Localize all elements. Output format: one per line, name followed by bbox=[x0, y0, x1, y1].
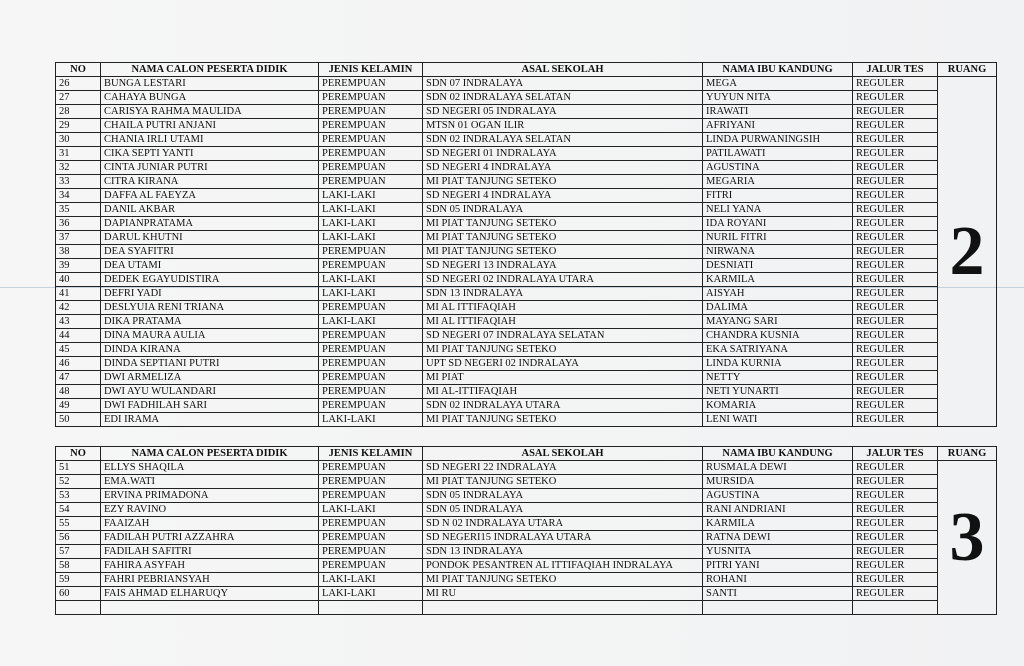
origin-school-cell: SD NEGERI 22 INDRALAYA bbox=[423, 461, 703, 475]
no-cell: 27 bbox=[56, 91, 101, 105]
column-header: JALUR TES bbox=[853, 447, 938, 461]
no-cell: 39 bbox=[56, 259, 101, 273]
student-name-cell: CAHAYA BUNGA bbox=[101, 91, 319, 105]
test-track-cell: REGULER bbox=[853, 489, 938, 503]
test-track-cell: REGULER bbox=[853, 545, 938, 559]
header-row bbox=[56, 63, 997, 77]
mother-name-cell: MAYANG SARI bbox=[703, 315, 853, 329]
origin-school-cell: SD NEGERI15 INDRALAYA UTARA bbox=[423, 531, 703, 545]
no-cell: 40 bbox=[56, 273, 101, 287]
table-row bbox=[56, 301, 997, 315]
roster-table-room-3 bbox=[55, 446, 997, 615]
origin-school-cell: MI PIAT TANJUNG SETEKO bbox=[423, 231, 703, 245]
gender-cell: PEREMPUAN bbox=[319, 517, 423, 531]
student-name-cell: CINTA JUNIAR PUTRI bbox=[101, 161, 319, 175]
student-name-cell: DEDEK EGAYUDISTIRA bbox=[101, 273, 319, 287]
no-cell: 47 bbox=[56, 371, 101, 385]
gender-cell: PEREMPUAN bbox=[319, 371, 423, 385]
gender-cell: PEREMPUAN bbox=[319, 531, 423, 545]
column-header: NO bbox=[56, 447, 101, 461]
test-track-cell: REGULER bbox=[853, 273, 938, 287]
test-track-cell: REGULER bbox=[853, 245, 938, 259]
test-track-cell: REGULER bbox=[853, 175, 938, 189]
gender-cell: PEREMPUAN bbox=[319, 399, 423, 413]
table-row bbox=[56, 315, 997, 329]
header-row bbox=[56, 447, 997, 461]
student-name-cell: FAHIRA ASYFAH bbox=[101, 559, 319, 573]
gender-cell: LAKI-LAKI bbox=[319, 203, 423, 217]
no-cell: 55 bbox=[56, 517, 101, 531]
student-name-cell: FAHRI PEBRIANSYAH bbox=[101, 573, 319, 587]
table-row bbox=[56, 531, 997, 545]
origin-school-cell: SD NEGERI 4 INDRALAYA bbox=[423, 161, 703, 175]
student-name-cell: FADILAH SAFITRI bbox=[101, 545, 319, 559]
gender-cell: PEREMPUAN bbox=[319, 133, 423, 147]
mother-name-cell: IDA ROYANI bbox=[703, 217, 853, 231]
mother-name-cell: YUSNITA bbox=[703, 545, 853, 559]
gender-cell: LAKI-LAKI bbox=[319, 189, 423, 203]
student-name-cell: ELLYS SHAQILA bbox=[101, 461, 319, 475]
no-cell: 43 bbox=[56, 315, 101, 329]
origin-school-cell: MI AL-ITTIFAQIAH bbox=[423, 385, 703, 399]
student-name-cell: CIKA SEPTI YANTI bbox=[101, 147, 319, 161]
test-track-cell: REGULER bbox=[853, 371, 938, 385]
table-row bbox=[56, 203, 997, 217]
no-cell: 58 bbox=[56, 559, 101, 573]
table-row bbox=[56, 343, 997, 357]
table-header bbox=[56, 447, 997, 461]
gender-cell: LAKI-LAKI bbox=[319, 273, 423, 287]
test-track-cell: REGULER bbox=[853, 217, 938, 231]
origin-school-cell: PONDOK PESANTREN AL ITTIFAQIAH INDRALAYA bbox=[423, 559, 703, 573]
table-row bbox=[56, 399, 997, 413]
table-row bbox=[56, 559, 997, 573]
test-track-cell: REGULER bbox=[853, 231, 938, 245]
column-header: NAMA IBU KANDUNG bbox=[703, 63, 853, 77]
table-row bbox=[56, 545, 997, 559]
test-track-cell: REGULER bbox=[853, 259, 938, 273]
mother-name-cell: CHANDRA KUSNIA bbox=[703, 329, 853, 343]
gender-cell: LAKI-LAKI bbox=[319, 315, 423, 329]
no-cell: 53 bbox=[56, 489, 101, 503]
mother-name-cell: NURIL FITRI bbox=[703, 231, 853, 245]
no-cell: 59 bbox=[56, 573, 101, 587]
table-body bbox=[56, 77, 997, 427]
no-cell: 44 bbox=[56, 329, 101, 343]
table-row bbox=[56, 105, 997, 119]
mother-name-cell: PATILAWATI bbox=[703, 147, 853, 161]
no-cell: 28 bbox=[56, 105, 101, 119]
student-name-cell: DWI AYU WULANDARI bbox=[101, 385, 319, 399]
test-track-cell: REGULER bbox=[853, 413, 938, 427]
test-track-cell: REGULER bbox=[853, 343, 938, 357]
table-row bbox=[56, 245, 997, 259]
origin-school-cell: SDN 02 INDRALAYA SELATAN bbox=[423, 133, 703, 147]
column-header: JENIS KELAMIN bbox=[319, 63, 423, 77]
table-row bbox=[56, 385, 997, 399]
student-name-cell: DIKA PRATAMA bbox=[101, 315, 319, 329]
empty-cell bbox=[423, 601, 703, 615]
test-track-cell: REGULER bbox=[853, 385, 938, 399]
origin-school-cell: SD NEGERI 13 INDRALAYA bbox=[423, 259, 703, 273]
test-track-cell: REGULER bbox=[853, 587, 938, 601]
student-name-cell: DESLYUIA RENI TRIANA bbox=[101, 301, 319, 315]
test-track-cell: REGULER bbox=[853, 287, 938, 301]
table-row bbox=[56, 287, 997, 301]
roster-table-room-2 bbox=[55, 62, 997, 427]
test-track-cell: REGULER bbox=[853, 329, 938, 343]
mother-name-cell: LENI WATI bbox=[703, 413, 853, 427]
mother-name-cell: PITRI YANI bbox=[703, 559, 853, 573]
origin-school-cell: SD NEGERI 01 INDRALAYA bbox=[423, 147, 703, 161]
student-name-cell: DINDA SEPTIANI PUTRI bbox=[101, 357, 319, 371]
gender-cell: PEREMPUAN bbox=[319, 461, 423, 475]
mother-name-cell: MURSIDA bbox=[703, 475, 853, 489]
gender-cell: PEREMPUAN bbox=[319, 545, 423, 559]
table-row bbox=[56, 413, 997, 427]
table-row bbox=[56, 573, 997, 587]
table-row bbox=[56, 217, 997, 231]
mother-name-cell: AISYAH bbox=[703, 287, 853, 301]
no-cell: 48 bbox=[56, 385, 101, 399]
no-cell: 60 bbox=[56, 587, 101, 601]
gender-cell: LAKI-LAKI bbox=[319, 231, 423, 245]
empty-cell bbox=[853, 601, 938, 615]
mother-name-cell: RANI ANDRIANI bbox=[703, 503, 853, 517]
test-track-cell: REGULER bbox=[853, 573, 938, 587]
student-name-cell: CHAILA PUTRI ANJANI bbox=[101, 119, 319, 133]
empty-cell bbox=[703, 601, 853, 615]
empty-row bbox=[56, 601, 997, 615]
column-header: NO bbox=[56, 63, 101, 77]
mother-name-cell: RUSMALA DEWI bbox=[703, 461, 853, 475]
test-track-cell: REGULER bbox=[853, 133, 938, 147]
gender-cell: PEREMPUAN bbox=[319, 259, 423, 273]
no-cell: 30 bbox=[56, 133, 101, 147]
origin-school-cell: SD NEGERI 4 INDRALAYA bbox=[423, 189, 703, 203]
origin-school-cell: MI RU bbox=[423, 587, 703, 601]
origin-school-cell: MI PIAT TANJUNG SETEKO bbox=[423, 175, 703, 189]
column-header: ASAL SEKOLAH bbox=[423, 63, 703, 77]
table-row bbox=[56, 161, 997, 175]
no-cell: 57 bbox=[56, 545, 101, 559]
student-name-cell: FADILAH PUTRI AZZAHRA bbox=[101, 531, 319, 545]
table-header bbox=[56, 63, 997, 77]
origin-school-cell: MI PIAT TANJUNG SETEKO bbox=[423, 217, 703, 231]
no-cell: 54 bbox=[56, 503, 101, 517]
mother-name-cell: DESNIATI bbox=[703, 259, 853, 273]
mother-name-cell: AFRIYANI bbox=[703, 119, 853, 133]
no-cell: 46 bbox=[56, 357, 101, 371]
mother-name-cell: AGUSTINA bbox=[703, 489, 853, 503]
room-number: 3 bbox=[938, 461, 997, 615]
table-row bbox=[56, 175, 997, 189]
gender-cell: PEREMPUAN bbox=[319, 559, 423, 573]
no-cell: 34 bbox=[56, 189, 101, 203]
column-header: NAMA CALON PESERTA DIDIK bbox=[101, 63, 319, 77]
student-name-cell: DAPIANPRATAMA bbox=[101, 217, 319, 231]
mother-name-cell: IRAWATI bbox=[703, 105, 853, 119]
mother-name-cell: KARMILA bbox=[703, 517, 853, 531]
student-name-cell: EMA.WATI bbox=[101, 475, 319, 489]
student-name-cell: FAIS AHMAD ELHARUQY bbox=[101, 587, 319, 601]
gender-cell: PEREMPUAN bbox=[319, 343, 423, 357]
origin-school-cell: SDN 07 INDRALAYA bbox=[423, 77, 703, 91]
table-row bbox=[56, 503, 997, 517]
student-name-cell: EDI IRAMA bbox=[101, 413, 319, 427]
student-name-cell: DARUL KHUTNI bbox=[101, 231, 319, 245]
table-row bbox=[56, 273, 997, 287]
table-row bbox=[56, 91, 997, 105]
no-cell: 35 bbox=[56, 203, 101, 217]
mother-name-cell: RATNA DEWI bbox=[703, 531, 853, 545]
gender-cell: LAKI-LAKI bbox=[319, 413, 423, 427]
no-cell: 56 bbox=[56, 531, 101, 545]
test-track-cell: REGULER bbox=[853, 461, 938, 475]
student-name-cell: DANIL AKBAR bbox=[101, 203, 319, 217]
table-row bbox=[56, 77, 997, 91]
table-row bbox=[56, 587, 997, 601]
mother-name-cell: LINDA KURNIA bbox=[703, 357, 853, 371]
origin-school-cell: MTSN 01 OGAN ILIR bbox=[423, 119, 703, 133]
test-track-cell: REGULER bbox=[853, 301, 938, 315]
test-track-cell: REGULER bbox=[853, 147, 938, 161]
test-track-cell: REGULER bbox=[853, 357, 938, 371]
test-track-cell: REGULER bbox=[853, 161, 938, 175]
column-header: JENIS KELAMIN bbox=[319, 447, 423, 461]
test-track-cell: REGULER bbox=[853, 91, 938, 105]
origin-school-cell: MI PIAT TANJUNG SETEKO bbox=[423, 245, 703, 259]
table-row bbox=[56, 189, 997, 203]
test-track-cell: REGULER bbox=[853, 503, 938, 517]
student-name-cell: DEA SYAFITRI bbox=[101, 245, 319, 259]
mother-name-cell: NETI YUNARTI bbox=[703, 385, 853, 399]
student-name-cell: DWI FADHILAH SARI bbox=[101, 399, 319, 413]
mother-name-cell: ROHANI bbox=[703, 573, 853, 587]
gender-cell: PEREMPUAN bbox=[319, 147, 423, 161]
mother-name-cell: KARMILA bbox=[703, 273, 853, 287]
origin-school-cell: SDN 05 INDRALAYA bbox=[423, 203, 703, 217]
table-row bbox=[56, 231, 997, 245]
origin-school-cell: MI PIAT TANJUNG SETEKO bbox=[423, 573, 703, 587]
mother-name-cell: EKA SATRIYANA bbox=[703, 343, 853, 357]
student-name-cell: FAAIZAH bbox=[101, 517, 319, 531]
column-header: RUANG bbox=[938, 63, 997, 77]
column-header: NAMA CALON PESERTA DIDIK bbox=[101, 447, 319, 461]
gender-cell: PEREMPUAN bbox=[319, 475, 423, 489]
student-name-cell: CITRA KIRANA bbox=[101, 175, 319, 189]
no-cell: 52 bbox=[56, 475, 101, 489]
table-row bbox=[56, 259, 997, 273]
no-cell: 49 bbox=[56, 399, 101, 413]
column-header: JALUR TES bbox=[853, 63, 938, 77]
mother-name-cell: MEGA bbox=[703, 77, 853, 91]
gender-cell: PEREMPUAN bbox=[319, 91, 423, 105]
student-name-cell: DWI ARMELIZA bbox=[101, 371, 319, 385]
gender-cell: PEREMPUAN bbox=[319, 489, 423, 503]
table-row bbox=[56, 489, 997, 503]
no-cell: 41 bbox=[56, 287, 101, 301]
no-cell: 33 bbox=[56, 175, 101, 189]
test-track-cell: REGULER bbox=[853, 105, 938, 119]
student-name-cell: DEFRI YADI bbox=[101, 287, 319, 301]
origin-school-cell: SDN 05 INDRALAYA bbox=[423, 503, 703, 517]
test-track-cell: REGULER bbox=[853, 517, 938, 531]
no-cell: 45 bbox=[56, 343, 101, 357]
mother-name-cell: FITRI bbox=[703, 189, 853, 203]
origin-school-cell: UPT SD NEGERI 02 INDRALAYA bbox=[423, 357, 703, 371]
origin-school-cell: SD NEGERI 05 INDRALAYA bbox=[423, 105, 703, 119]
gender-cell: PEREMPUAN bbox=[319, 161, 423, 175]
gender-cell: PEREMPUAN bbox=[319, 119, 423, 133]
room-number: 2 bbox=[938, 77, 997, 427]
gender-cell: LAKI-LAKI bbox=[319, 217, 423, 231]
gender-cell: PEREMPUAN bbox=[319, 385, 423, 399]
student-name-cell: CARISYA RAHMA MAULIDA bbox=[101, 105, 319, 119]
gender-cell: PEREMPUAN bbox=[319, 245, 423, 259]
origin-school-cell: MI PIAT bbox=[423, 371, 703, 385]
origin-school-cell: SDN 05 INDRALAYA bbox=[423, 489, 703, 503]
column-header: NAMA IBU KANDUNG bbox=[703, 447, 853, 461]
gender-cell: PEREMPUAN bbox=[319, 77, 423, 91]
student-name-cell: DINA MAURA AULIA bbox=[101, 329, 319, 343]
empty-cell bbox=[319, 601, 423, 615]
table-row bbox=[56, 517, 997, 531]
table-row bbox=[56, 371, 997, 385]
origin-school-cell: SDN 02 INDRALAYA UTARA bbox=[423, 399, 703, 413]
no-cell: 32 bbox=[56, 161, 101, 175]
gender-cell: LAKI-LAKI bbox=[319, 503, 423, 517]
column-header: RUANG bbox=[938, 447, 997, 461]
test-track-cell: REGULER bbox=[853, 475, 938, 489]
mother-name-cell: NETTY bbox=[703, 371, 853, 385]
no-cell: 29 bbox=[56, 119, 101, 133]
table-row bbox=[56, 461, 997, 475]
student-name-cell: DINDA KIRANA bbox=[101, 343, 319, 357]
student-name-cell: BUNGA LESTARI bbox=[101, 77, 319, 91]
gender-cell: PEREMPUAN bbox=[319, 329, 423, 343]
origin-school-cell: MI AL ITTIFAQIAH bbox=[423, 315, 703, 329]
test-track-cell: REGULER bbox=[853, 559, 938, 573]
table-row bbox=[56, 357, 997, 371]
mother-name-cell: MEGARIA bbox=[703, 175, 853, 189]
origin-school-cell: SD N 02 INDRALAYA UTARA bbox=[423, 517, 703, 531]
no-cell: 37 bbox=[56, 231, 101, 245]
no-cell: 31 bbox=[56, 147, 101, 161]
test-track-cell: REGULER bbox=[853, 315, 938, 329]
table-row bbox=[56, 329, 997, 343]
gender-cell: LAKI-LAKI bbox=[319, 287, 423, 301]
table-body bbox=[56, 461, 997, 615]
gender-cell: LAKI-LAKI bbox=[319, 573, 423, 587]
mother-name-cell: KOMARIA bbox=[703, 399, 853, 413]
student-name-cell: EZY RAVINO bbox=[101, 503, 319, 517]
origin-school-cell: SDN 02 INDRALAYA SELATAN bbox=[423, 91, 703, 105]
student-name-cell: CHANIA IRLI UTAMI bbox=[101, 133, 319, 147]
empty-cell bbox=[101, 601, 319, 615]
no-cell: 42 bbox=[56, 301, 101, 315]
no-cell: 51 bbox=[56, 461, 101, 475]
mother-name-cell: LINDA PURWANINGSIH bbox=[703, 133, 853, 147]
table-row bbox=[56, 119, 997, 133]
origin-school-cell: SDN 13 INDRALAYA bbox=[423, 287, 703, 301]
student-name-cell: DEA UTAMI bbox=[101, 259, 319, 273]
mother-name-cell: NIRWANA bbox=[703, 245, 853, 259]
test-track-cell: REGULER bbox=[853, 531, 938, 545]
origin-school-cell: MI AL ITTIFAQIAH bbox=[423, 301, 703, 315]
origin-school-cell: MI PIAT TANJUNG SETEKO bbox=[423, 413, 703, 427]
no-cell: 36 bbox=[56, 217, 101, 231]
empty-cell bbox=[56, 601, 101, 615]
table-row bbox=[56, 147, 997, 161]
mother-name-cell: DALIMA bbox=[703, 301, 853, 315]
student-name-cell: DAFFA AL FAEYZA bbox=[101, 189, 319, 203]
gender-cell: PEREMPUAN bbox=[319, 105, 423, 119]
no-cell: 26 bbox=[56, 77, 101, 91]
test-track-cell: REGULER bbox=[853, 77, 938, 91]
gender-cell: LAKI-LAKI bbox=[319, 587, 423, 601]
student-name-cell: ERVINA PRIMADONA bbox=[101, 489, 319, 503]
mother-name-cell: YUYUN NITA bbox=[703, 91, 853, 105]
origin-school-cell: SD NEGERI 07 INDRALAYA SELATAN bbox=[423, 329, 703, 343]
no-cell: 50 bbox=[56, 413, 101, 427]
origin-school-cell: MI PIAT TANJUNG SETEKO bbox=[423, 343, 703, 357]
origin-school-cell: SDN 13 INDRALAYA bbox=[423, 545, 703, 559]
column-header: ASAL SEKOLAH bbox=[423, 447, 703, 461]
mother-name-cell: AGUSTINA bbox=[703, 161, 853, 175]
test-track-cell: REGULER bbox=[853, 399, 938, 413]
no-cell: 38 bbox=[56, 245, 101, 259]
test-track-cell: REGULER bbox=[853, 119, 938, 133]
origin-school-cell: MI PIAT TANJUNG SETEKO bbox=[423, 475, 703, 489]
gender-cell: PEREMPUAN bbox=[319, 301, 423, 315]
gender-cell: PEREMPUAN bbox=[319, 357, 423, 371]
mother-name-cell: NELI YANA bbox=[703, 203, 853, 217]
gender-cell: PEREMPUAN bbox=[319, 175, 423, 189]
table-row bbox=[56, 133, 997, 147]
origin-school-cell: SD NEGERI 02 INDRALAYA UTARA bbox=[423, 273, 703, 287]
mother-name-cell: SANTI bbox=[703, 587, 853, 601]
table-row bbox=[56, 475, 997, 489]
test-track-cell: REGULER bbox=[853, 203, 938, 217]
test-track-cell: REGULER bbox=[853, 189, 938, 203]
